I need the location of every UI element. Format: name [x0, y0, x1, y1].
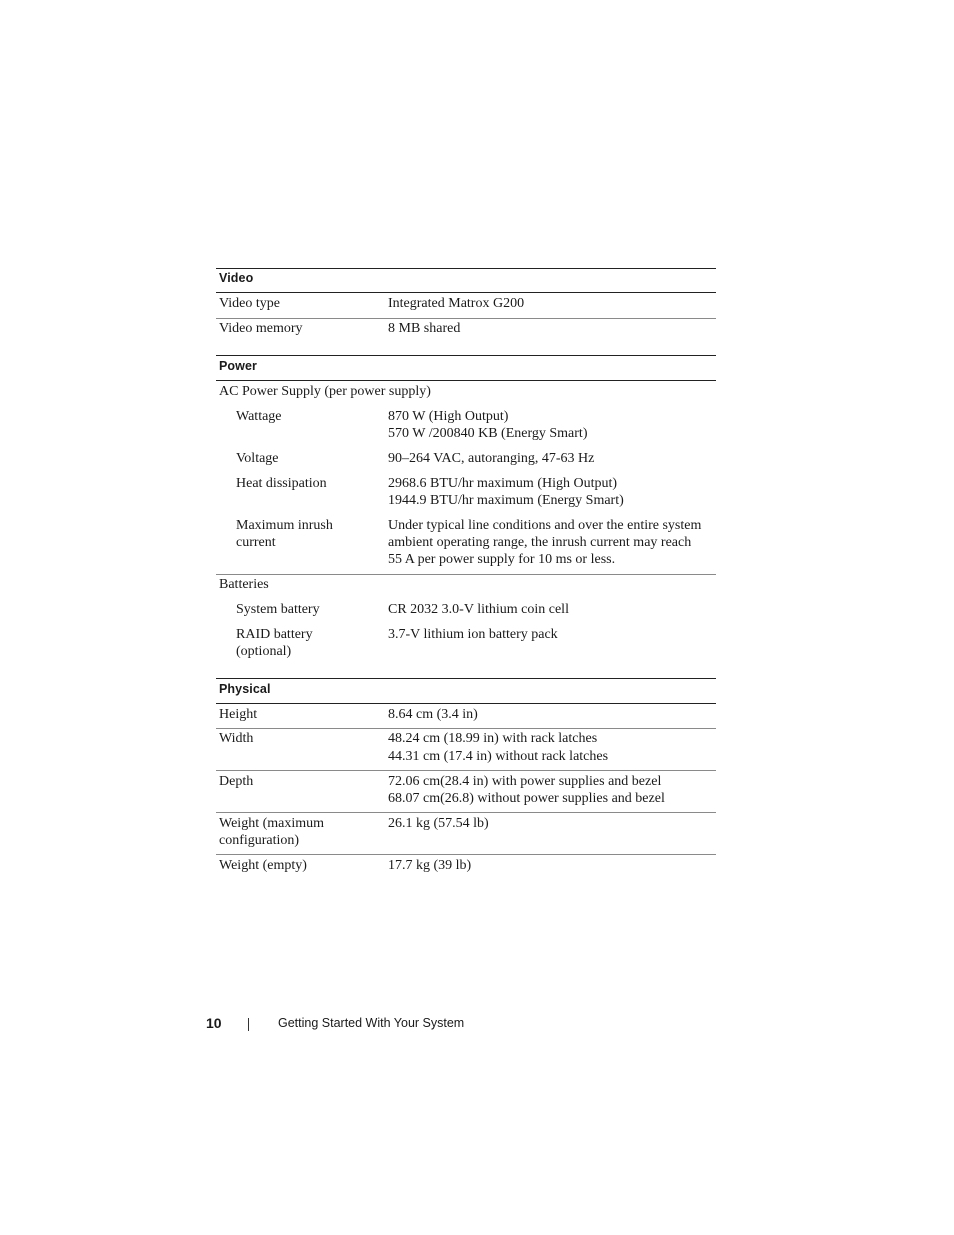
max-inrush-label-line-1: Maximum inrush — [236, 518, 333, 533]
video-memory-value: 8 MB shared — [388, 321, 461, 336]
raid-battery-value: 3.7-V lithium ion battery pack — [388, 627, 558, 642]
row-divider — [216, 854, 716, 855]
page-number: 10 — [206, 1015, 222, 1031]
system-battery-value: CR 2032 3.0-V lithium coin cell — [388, 602, 569, 617]
section-top-rule — [216, 678, 716, 679]
heat-dissipation-label: Heat dissipation — [236, 476, 327, 491]
width-label: Width — [219, 731, 254, 746]
row-divider — [216, 318, 716, 319]
system-battery-label: System battery — [236, 602, 320, 617]
section-top-rule — [216, 268, 716, 269]
height-value: 8.64 cm (3.4 in) — [388, 707, 478, 722]
video-heading: Video — [219, 271, 254, 285]
footer-separator — [248, 1018, 249, 1031]
weight-max-label-line-2: configuration) — [219, 833, 300, 848]
heat-dissipation-value-line-1: 2968.6 BTU/hr maximum (High Output) — [388, 476, 618, 491]
width-value-line-2: 44.31 cm (17.4 in) without rack latches — [388, 749, 609, 764]
physical-heading: Physical — [219, 682, 271, 696]
video-type-label: Video type — [219, 296, 280, 311]
video-memory-label: Video memory — [219, 321, 303, 336]
max-inrush-value-line-3: 55 A per power supply for 10 ms or less. — [388, 552, 616, 567]
voltage-label: Voltage — [236, 451, 279, 466]
ac-power-supply-subheading: AC Power Supply (per power supply) — [219, 384, 431, 399]
wattage-value-line-1: 870 W (High Output) — [388, 409, 509, 424]
depth-label: Depth — [219, 774, 254, 789]
row-divider — [216, 770, 716, 771]
row-divider — [216, 728, 716, 729]
weight-empty-label: Weight (empty) — [219, 858, 307, 873]
row-divider — [216, 812, 716, 813]
raid-battery-label-line-1: RAID battery — [236, 627, 313, 642]
section-header-rule — [216, 703, 716, 704]
max-inrush-value-line-2: ambient operating range, the inrush current may reach — [388, 535, 692, 550]
height-label: Height — [219, 707, 258, 722]
wattage-label: Wattage — [236, 409, 282, 424]
weight-empty-value: 17.7 kg (39 lb) — [388, 858, 472, 873]
max-inrush-label-line-2: current — [236, 535, 276, 550]
heat-dissipation-value-line-2: 1944.9 BTU/hr maximum (Energy Smart) — [388, 493, 624, 508]
width-value-line-1: 48.24 cm (18.99 in) with rack latches — [388, 731, 598, 746]
section-header-rule — [216, 380, 716, 381]
video-type-value: Integrated Matrox G200 — [388, 296, 525, 311]
raid-battery-label-line-2: (optional) — [236, 644, 292, 659]
weight-max-value: 26.1 kg (57.54 lb) — [388, 816, 489, 831]
section-header-rule — [216, 292, 716, 293]
depth-value-line-1: 72.06 cm(28.4 in) with power supplies and bezel — [388, 774, 662, 789]
weight-max-label-line-1: Weight (maximum — [219, 816, 325, 831]
wattage-value-line-2: 570 W /200840 KB (Energy Smart) — [388, 426, 588, 441]
power-heading: Power — [219, 359, 258, 373]
footer-title: Getting Started With Your System — [278, 1016, 465, 1030]
batteries-subheading: Batteries — [219, 577, 269, 592]
voltage-value: 90–264 VAC, autoranging, 47-63 Hz — [388, 451, 595, 466]
row-divider — [216, 574, 716, 575]
section-top-rule — [216, 355, 716, 356]
depth-value-line-2: 68.07 cm(26.8) without power supplies and bezel — [388, 791, 665, 806]
max-inrush-value-line-1: Under typical line conditions and over the entire system — [388, 518, 702, 533]
